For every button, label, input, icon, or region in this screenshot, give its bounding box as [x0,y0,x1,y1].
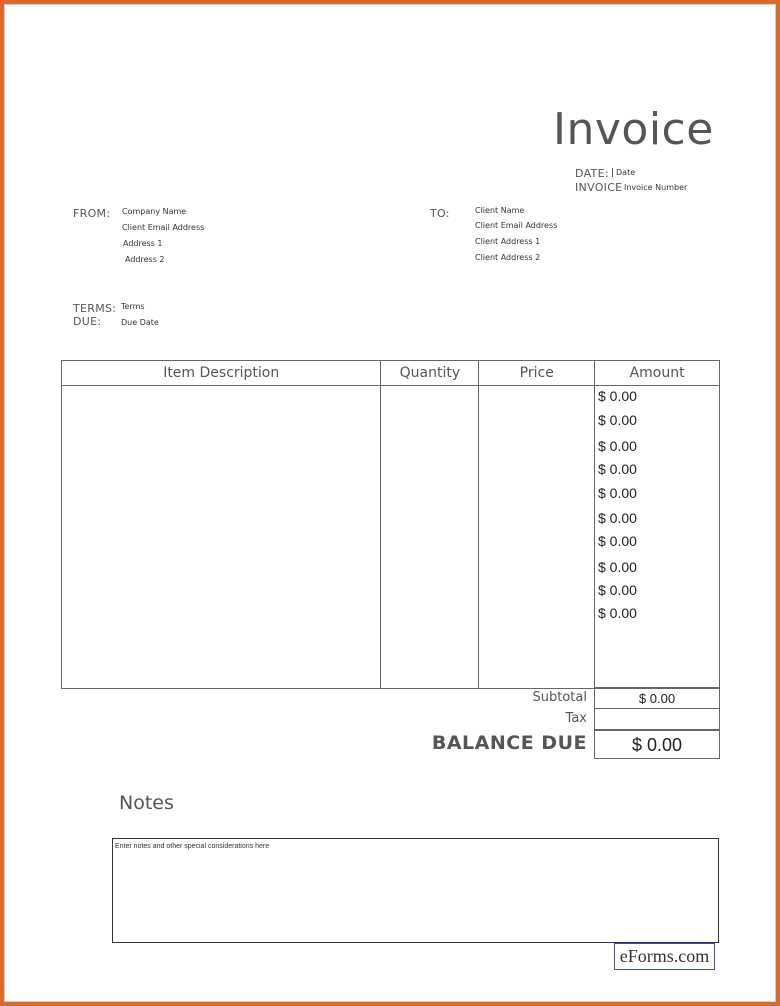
from-address1-field[interactable]: Address 1 [123,239,163,248]
header-item-description: Item Description [62,361,381,386]
to-label: TO: [430,207,450,220]
header-quantity: Quantity [381,361,479,386]
amount-row-6: $ 0.00 [598,510,637,526]
invoice-number-label: INVOICE [575,181,623,194]
balance-due-label: BALANCE DUE [431,732,587,754]
notes-field[interactable] [112,838,719,943]
amount-row-10: $ 0.00 [598,605,637,621]
to-address1-field[interactable]: Client Address 1 [475,237,541,246]
from-label: FROM: [73,207,111,220]
to-address2-field[interactable]: Client Address 2 [475,253,541,262]
from-company-field[interactable]: Company Name [122,207,187,216]
price-column[interactable] [479,386,595,689]
notes-title: Notes [119,792,174,814]
quantity-column[interactable] [381,386,479,689]
date-label: DATE: [575,167,609,180]
header-amount: Amount [595,361,720,386]
amount-row-1: $ 0.00 [598,388,637,404]
terms-field[interactable]: Terms [121,302,145,311]
from-address2-field[interactable]: Address 2 [125,255,165,264]
subtotal-value: $ 0.00 [594,687,720,709]
item-description-column[interactable] [62,386,381,689]
notes-placeholder: Enter notes and other special considerations here [115,843,270,850]
amount-row-4: $ 0.00 [598,461,637,477]
due-date-field[interactable]: Due Date [121,318,159,327]
amount-row-2: $ 0.00 [598,412,637,428]
amount-row-5: $ 0.00 [598,485,637,501]
header-price: Price [479,361,595,386]
invoice-title: Invoice [553,104,714,155]
due-label: DUE: [73,315,102,328]
date-field[interactable]: Date [612,168,635,177]
subtotal-label: Subtotal [532,690,587,705]
terms-label: TERMS: [73,302,117,315]
invoice-number-field[interactable]: Invoice Number [624,183,688,192]
balance-due-value: $ 0.00 [594,730,720,759]
eforms-logo-link[interactable]: eForms.com [614,943,715,970]
tax-field[interactable] [594,708,720,730]
to-email-field[interactable]: Client Email Address [475,221,558,230]
tax-label: Tax [565,711,587,726]
amount-row-8: $ 0.00 [598,559,637,575]
from-email-field[interactable]: Client Email Address [122,223,205,232]
amount-row-7: $ 0.00 [598,533,637,549]
amount-row-3: $ 0.00 [598,438,637,454]
to-client-name-field[interactable]: Client Name [475,206,525,215]
amount-row-9: $ 0.00 [598,582,637,598]
